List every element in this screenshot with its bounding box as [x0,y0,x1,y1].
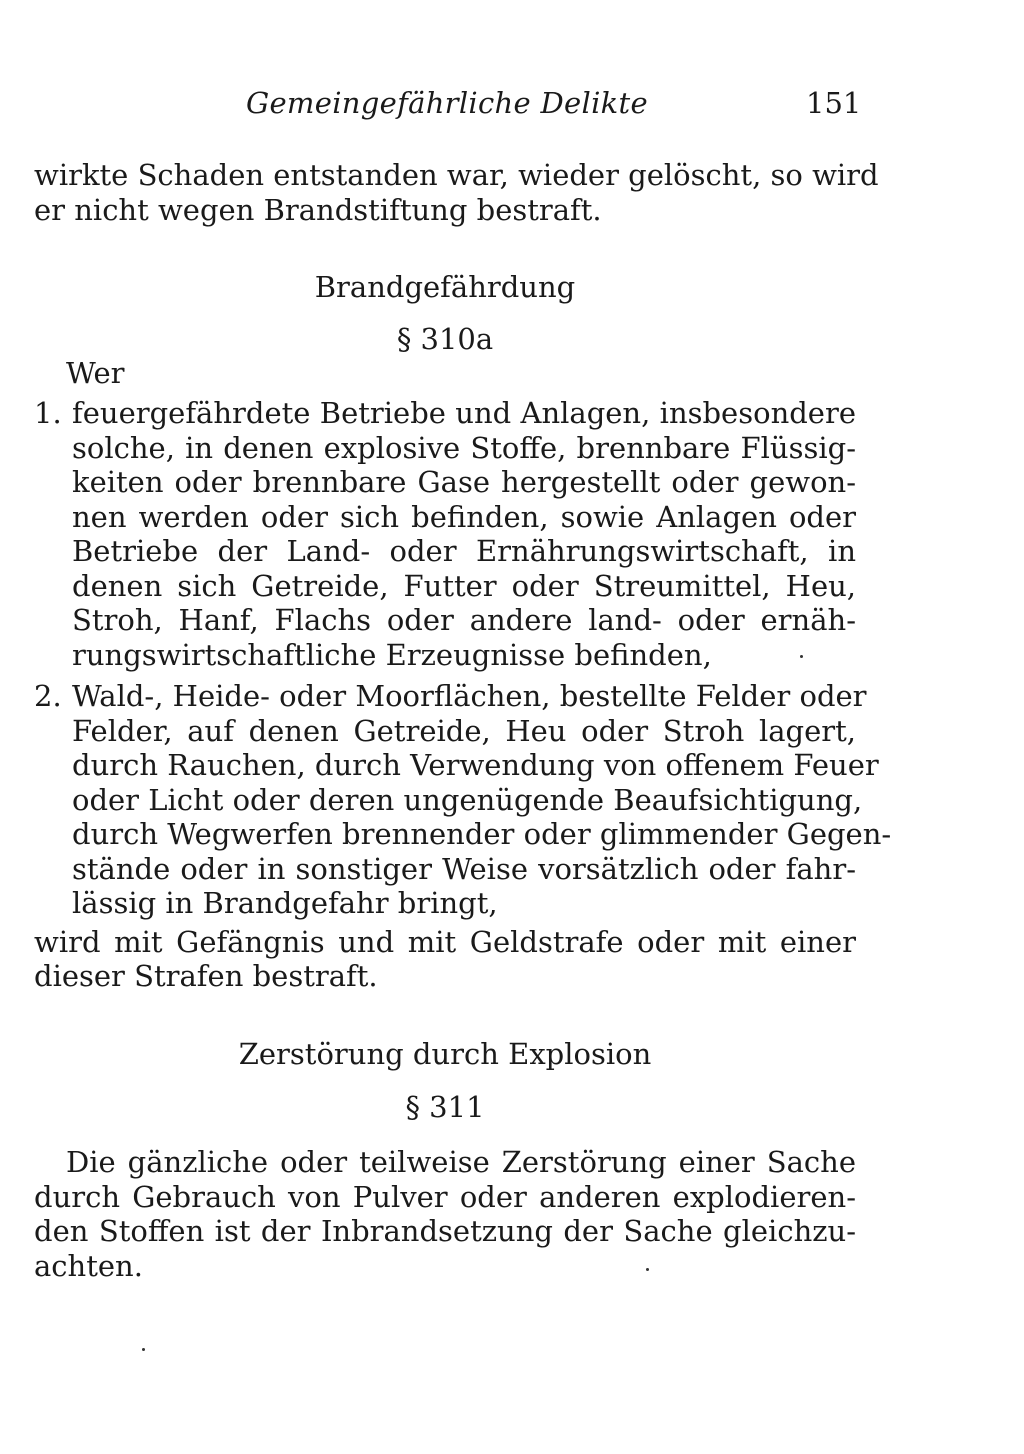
list-item-line: rungswirtschaftliche Erzeugnisse befinden, [72,638,712,672]
section-311-line: achten. [34,1249,143,1283]
section-310a-paragraph-sign: § 310a [396,322,494,356]
list-item-line: denen sich Getreide, Futter oder Streumittel, Heu, [72,569,856,603]
page-number: 151 [806,86,862,120]
list-item-line: stände oder in sonstiger Weise vorsätzlich oder fahr- [72,852,856,886]
section-310a-closing-line: wird mit Gefängnis und mit Geldstrafe oder mit einer [34,925,856,959]
list-item-line: nen werden oder sich befinden, sowie Anlagen oder [72,500,856,534]
list-item-line: keiten oder brennbare Gase hergestellt oder gewon- [72,465,856,499]
section-311-paragraph-sign: § 311 [405,1090,485,1124]
list-item-line: durch Rauchen, durch Verwendung von offenem Feuer [72,748,879,782]
list-item-line: Felder, auf denen Getreide, Heu oder Stroh lagert, [72,714,856,748]
list-item-number: 1. [34,396,62,430]
section-310a-opening: Wer [66,356,125,390]
list-item-line: Betriebe der Land- oder Ernährungswirtschaft, in [72,534,856,568]
list-item-line: lässig in Brandgefahr bringt, [72,886,498,920]
section-311-line: den Stoffen ist der Inbrandsetzung der Sache gleichzu- [34,1214,856,1248]
print-speck [142,1348,145,1351]
list-item-line: feuergefährdete Betriebe und Anlagen, insbesondere [72,396,856,430]
list-item-line: Wald-, Heide- oder Moorflächen, bestellte Felder oder [72,679,867,713]
list-item-line: oder Licht oder deren ungenügende Beaufsichtigung, [72,783,863,817]
list-item-line: solche, in denen explosive Stoffe, brennbare Flüssig- [72,431,856,465]
section-310a-closing-line: dieser Strafen bestraft. [34,959,378,993]
running-header-title: Gemeingefährliche Delikte [246,86,648,120]
print-speck [646,1268,649,1271]
section-311-heading: Zerstörung durch Explosion [238,1037,652,1071]
list-item-line: durch Wegwerfen brennender oder glimmender Gegen- [72,817,892,851]
intro-line-1: wirkte Schaden entstanden war, wieder gelöscht, so wird [34,158,879,192]
section-311-line: Die gänzliche oder teilweise Zerstörung einer Sache [66,1145,856,1179]
list-item-number: 2. [34,679,62,713]
list-item-line: Stroh, Hanf, Flachs oder andere land- oder ernäh- [72,603,856,637]
section-311-line: durch Gebrauch von Pulver oder anderen explodieren- [34,1180,856,1214]
section-310a-heading: Brandgefährdung [314,270,576,304]
print-speck [800,655,803,658]
intro-line-2: er nicht wegen Brandstiftung bestraft. [34,193,602,227]
